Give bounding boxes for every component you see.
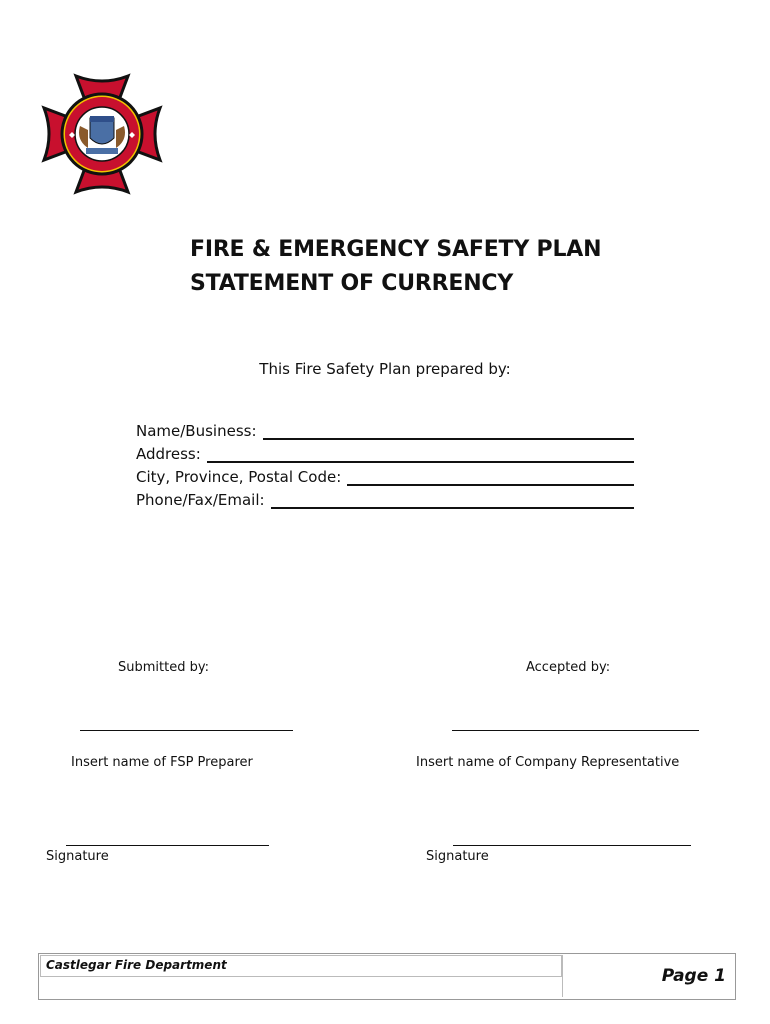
fire-department-logo xyxy=(40,72,164,196)
submitted-name-caption: Insert name of FSP Preparer xyxy=(71,755,253,770)
field-label: Phone/Fax/Email: xyxy=(136,491,265,509)
prepared-by-heading: This Fire Safety Plan prepared by: xyxy=(259,360,511,378)
blank-line[interactable] xyxy=(263,423,634,440)
blank-line[interactable] xyxy=(207,446,634,463)
maltese-cross-icon xyxy=(40,72,164,196)
document-title-line1: FIRE & EMERGENCY SAFETY PLAN xyxy=(190,237,602,262)
address-field[interactable] xyxy=(136,441,634,463)
accepted-by-label: Accepted by: xyxy=(526,660,611,675)
accepted-name-line[interactable] xyxy=(452,730,699,731)
accepted-name-caption: Insert name of Company Representative xyxy=(416,755,680,770)
submitted-signature-caption: Signature xyxy=(46,849,109,864)
field-label: City, Province, Postal Code: xyxy=(136,468,342,486)
submitted-by-label: Submitted by: xyxy=(118,660,209,675)
name-business-field[interactable] xyxy=(136,418,634,440)
city-province-postal-field[interactable] xyxy=(136,464,634,486)
field-label: Name/Business: xyxy=(136,422,257,440)
submitted-name-line[interactable] xyxy=(80,730,293,731)
footer-department: Castlegar Fire Department xyxy=(46,958,227,972)
submitted-signature-line[interactable] xyxy=(66,845,269,846)
document-title-line2: STATEMENT OF CURRENCY xyxy=(190,271,514,296)
page-number: Page 1 xyxy=(661,966,726,986)
blank-line[interactable] xyxy=(347,469,634,486)
blank-line[interactable] xyxy=(271,492,634,509)
field-label: Address: xyxy=(136,445,201,463)
accepted-signature-line[interactable] xyxy=(453,845,691,846)
footer-divider xyxy=(562,955,563,997)
phone-fax-email-field[interactable] xyxy=(136,487,634,509)
accepted-signature-caption: Signature xyxy=(426,849,489,864)
